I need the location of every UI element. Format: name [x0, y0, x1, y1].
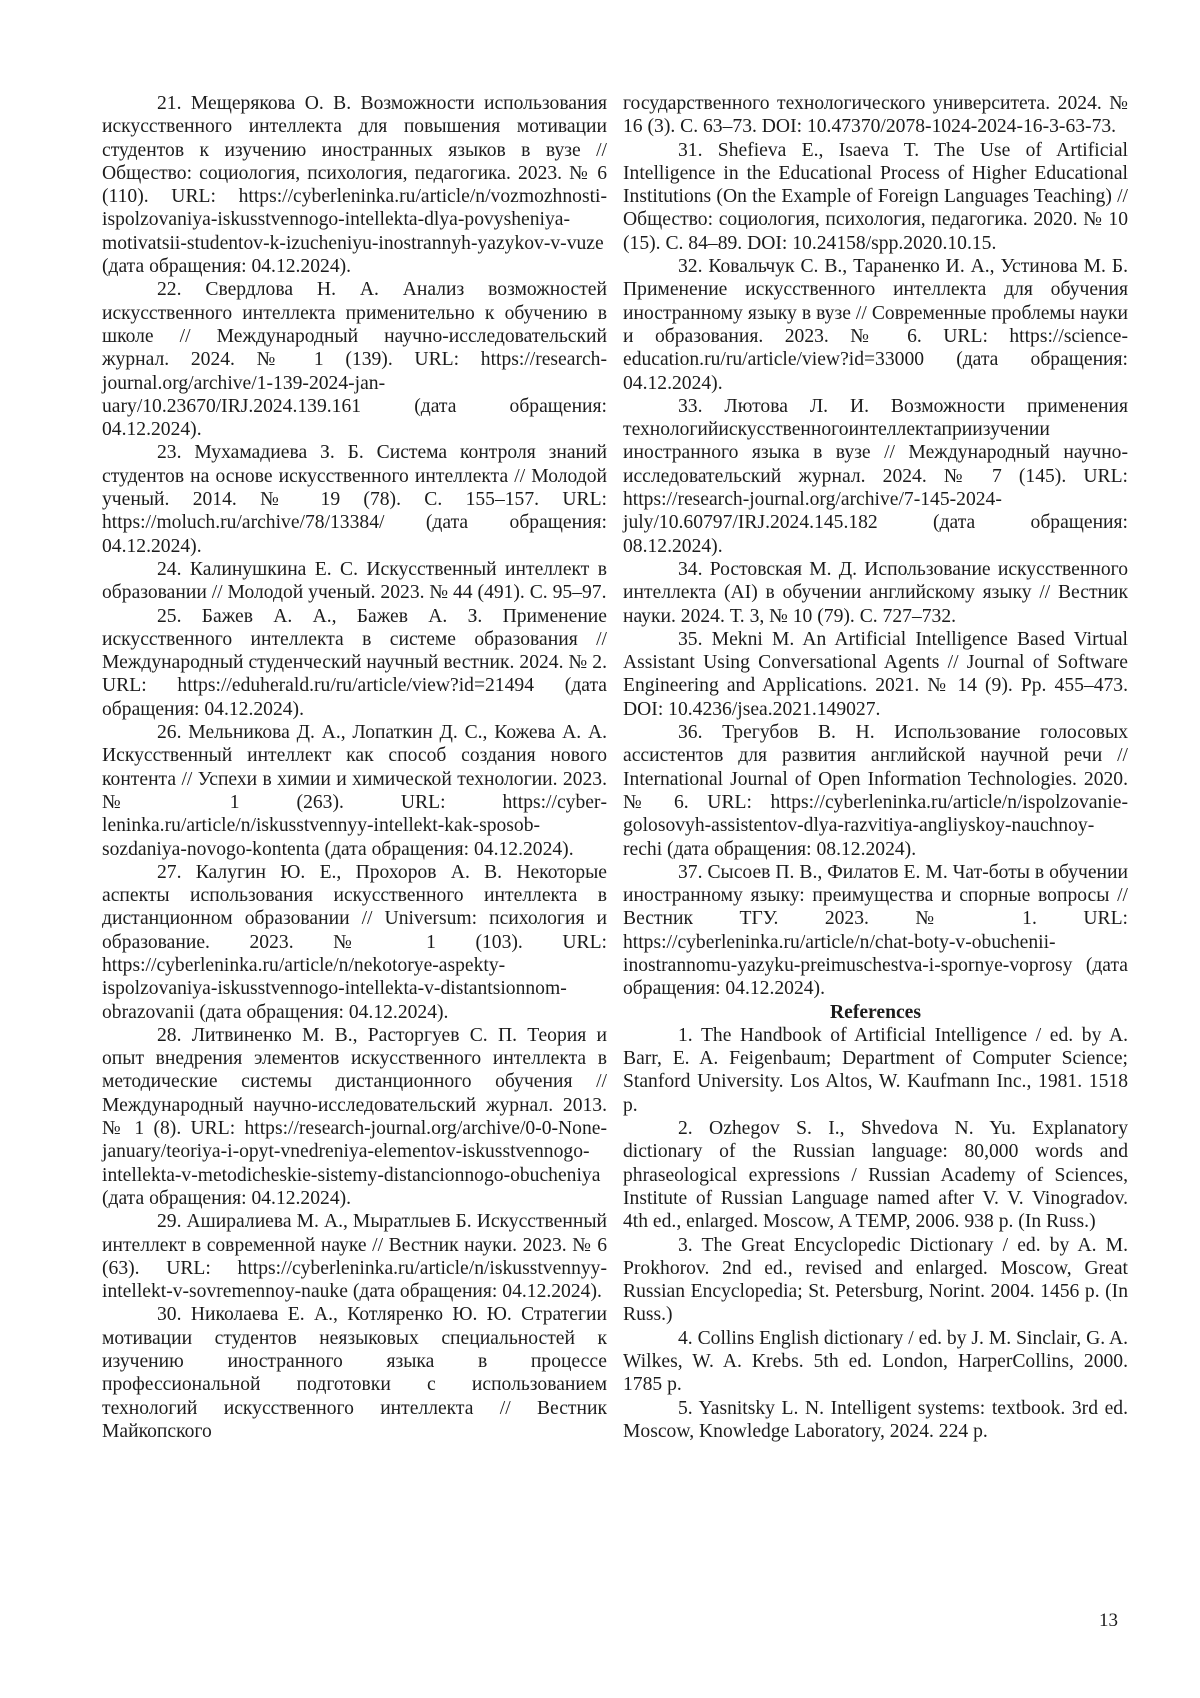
reference-entry-28: 28. Литвиненко М. В., Расторгуев С. П. Теория и опыт внедрения элементов искусственного интеллекта в методические системы дистанционного обучения // Международный научно-исследовательский журнал. 2013. № 1 (8). URL: https://research-journal.org/archive/0-0-None-january/teoriya-i-opyt-vnedreniya-elementov-iskusstvennogo-intellekta-v-metodicheskie-sistemy-distancionnogo-obucheniya (дата обращения: 04.12.2024).: [102, 1024, 607, 1209]
english-reference-4: 4. Collins English dictionary / ed. by J. M. Sinclair, G. A. Wilkes, W. A. Krebs. 5th ed. London, HarperCollins, 2000. 1785 p.: [623, 1327, 1128, 1396]
reference-entry-35: 35. Mekni M. An Artificial Intelligence Based Virtual Assistant Using Conversational Agents // Journal of Software Engineering and Applications. 2021. № 14 (9). Pp. 455–473. DOI: 10.4236/jsea.2021.149027.: [623, 628, 1128, 720]
english-reference-1: 1. The Handbook of Artificial Intelligence / ed. by A. Barr, E. A. Feigenbaum; Department of Computer Science; Stanford University. Los Altos, W. Kaufmann Inc., 1981. 1518 p.: [623, 1024, 1128, 1116]
left-column: [102, 92, 607, 1443]
english-reference-3: 3. The Great Encyclopedic Dictionary / ed. by A. M. Prokhorov. 2nd ed., revised and enlarged. Moscow, Great Russian Encyclopedia; St. Petersburg, Norint. 2004. 1456 p. (In Russ.): [623, 1234, 1128, 1326]
reference-entry-34: 34. Ростовская М. Д. Использование искусственного интеллекта (AI) в обучении английскому языку // Вестник науки. 2024. Т. 3, № 10 (79). С. 727–732.: [623, 558, 1128, 627]
reference-entry-30: 30. Николаева Е. А., Котляренко Ю. Ю. Стратегии мотивации студентов неязыковых специальностей к изучению иностранного языка в процессе профессиональной подготовки с использованием технологий искусственного интеллекта // Вестник Майкопского: [102, 1304, 607, 1442]
reference-entry-30-continuation: государственного технологического университета. 2024. № 16 (3). С. 63–73. DOI: 10.47370/2078-1024-2024-16-3-63-73.: [623, 93, 1128, 138]
reference-entry-36: 36. Трегубов В. Н. Использование голосовых ассистентов для развития английской научной речи // International Journal of Open Information Technologies. 2020. № 6. URL: https://cyberleninka.ru/article/n/ispolzovanie-golosovyh-assistentov-dlya-razvitiya-angliyskoy-nauchnoy-rechi (дата обращения: 08.12.2024).: [623, 722, 1128, 860]
reference-entry-22: 22. Свердлова Н. А. Анализ возможностей искусственного интеллекта применительно к обучению в школе // Международный научно-исследовательский журнал. 2024. № 1 (139). URL: https://research-journal.org/archive/1-139-2024-january/10.23670/IRJ.2024.139.161 (дата обращения: 04.12.2024).: [102, 279, 607, 441]
reference-entry-32: 32. Ковальчук С. В., Тараненко И. А., Устинова М. Б. Применение искусственного интеллекта для обучения иностранному языку в вузе // Современные проблемы науки и образования. 2023. № 6. URL: https://science-education.ru/ru/article/view?id=33000 (дата обращения: 04.12.2024).: [623, 256, 1128, 394]
reference-entry-29: 29. Аширалиева М. А., Мыратлыев Б. Искусственный интеллект в современной науке // Вестник науки. 2023. № 6 (63). URL: https://cyberleninka.ru/article/n/iskusstvennyy-intellekt-v-sovremennoy-nauke (дата обращения: 04.12.2024).: [102, 1211, 607, 1303]
reference-entry-23: 23. Мухамадиева З. Б. Система контроля знаний студентов на основе искусственного интеллекта // Молодой ученый. 2014. № 19 (78). С. 155–157. URL: https://moluch.ru/archive/78/13384/ (дата обращения: 04.12.2024).: [102, 442, 607, 557]
reference-entry-25: 25. Бажев А. А., Бажев А. З. Применение искусственного интеллекта в системе образования // Международный студенческий научный вестник. 2024. № 2. URL: https://eduherald.ru/ru/article/view?id=21494 (дата обращения: 04.12.2024).: [102, 605, 607, 720]
references-heading: References: [829, 1001, 922, 1023]
reference-entry-26: 26. Мельникова Д. А., Лопаткин Д. С., Кожева А. А. Искусственный интеллект как способ создания нового контента // Успехи в химии и химической технологии. 2023. № 1 (263). URL: https://cyberleninka.ru/article/n/iskusstvennyy-intellekt-kak-sposob-sozdaniya-novogo-kontenta (дата обращения: 04.12.2024).: [102, 722, 607, 860]
english-reference-2: 2. Ozhegov S. I., Shvedova N. Yu. Explanatory dictionary of the Russian language: 80,000 words and phraseological expressions / Russian Academy of Sciences, Institute of Russian Language named after V. V. Vinogradov. 4th ed., enlarged. Moscow, A TEMP, 2006. 938 p. (In Russ.): [623, 1118, 1128, 1233]
reference-entry-37: 37. Сысоев П. В., Филатов Е. М. Чат-боты в обучении иностранному языку: преимущества и спорные вопросы // Вестник ТГУ. 2023. № 1. URL: https://cyberleninka.ru/article/n/chat-boty-v-obuchenii-inostrannomu-yazyku-preimuschestva-i-spornye-voprosy (дата обращения: 04.12.2024).: [623, 861, 1128, 1000]
reference-entry-27: 27. Калугин Ю. Е., Прохоров А. В. Некоторые аспекты использования искусственного интеллекта в дистанционном образовании // Universum: психология и образование. 2023. № 1 (103). URL: https://cyberleninka.ru/article/n/nekotorye-aspekty-ispolzovaniya-iskusstvennogo-intellekta-v-distantsionnom-obrazovanii (дата обращения: 04.12.2024).: [102, 861, 607, 1023]
reference-entry-33: 33. Лютова Л. И. Возможности применения технологийискусственногоинтеллектаприизучении иностранного языка в вузе // Международный научно-исследовательский журнал. 2024. № 7 (145). URL: https://research-journal.org/archive/7-145-2024-july/10.60797/IRJ.2024.145.182 (дата обращения: 08.12.2024).: [623, 395, 1128, 557]
reference-entry-24: 24. Калинушкина Е. С. Искусственный интеллект в образовании // Молодой ученый. 2023. № 44 (491). С. 95–97.: [102, 558, 607, 604]
page-number: 13: [1099, 1610, 1118, 1631]
right-column: [623, 92, 1128, 1443]
reference-entry-31: 31. Shefieva E., Isaeva T. The Use of Artificial Intelligence in the Educational Process of Higher Educational Institutions (On the Example of Foreign Languages Teaching) // Общество: социология, психология, педагогика. 2020. № 10 (15). С. 84–89. DOI: 10.24158/spp.2020.10.15.: [623, 139, 1128, 254]
english-reference-5: 5. Yasnitsky L. N. Intelligent systems: textbook. 3rd ed. Moscow, Knowledge Laboratory, 2024. 224 p.: [623, 1397, 1128, 1442]
reference-entry-21: 21. Мещерякова О. В. Возможности использования искусственного интеллекта для повышения мотивации студентов к изучению иностранных языков в вузе // Общество: социология, психология, педагогика. 2023. № 6 (110). URL: https://cyberleninka.ru/article/n/vozmozhnosti-ispolzovaniya-iskusstvennogo-intellekta-dlya-povysheniya-motivatsii-studentov-k-izucheniyu-inostrannyh-yazykov-v-vuze (дата обращения: 04.12.2024).: [102, 93, 607, 278]
